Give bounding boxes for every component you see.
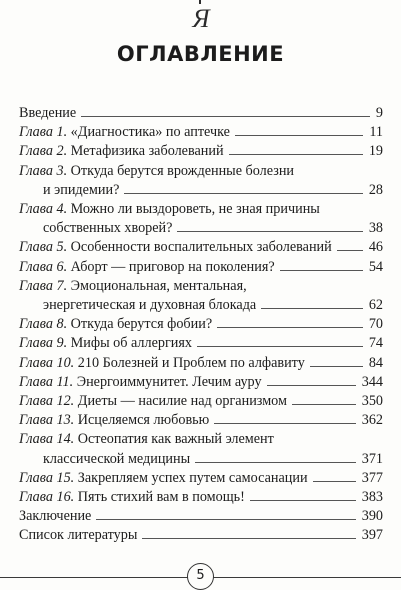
toc-entry-line xyxy=(19,200,383,219)
chapter-number: Глава 8. xyxy=(19,316,68,333)
chapter-title: Можно ли выздороветь, не зная причины xyxy=(70,201,320,218)
toc-page-number: 74 xyxy=(368,335,383,352)
toc-entry-line xyxy=(19,488,383,507)
chapter-title: Диеты — насилие над организмом xyxy=(77,393,287,410)
toc-entry-line xyxy=(19,411,383,430)
toc-entry-label xyxy=(19,162,294,181)
toc-entry-label xyxy=(19,354,305,373)
toc-entry-line xyxy=(19,219,383,238)
chapter-title: Исцеляемся любовью xyxy=(77,412,210,429)
toc-entry-label xyxy=(43,219,172,238)
toc-entry-label xyxy=(19,392,287,411)
toc-page-number: 344 xyxy=(361,373,383,390)
chapter-number: Глава 10. xyxy=(19,354,75,371)
toc-entry-label xyxy=(19,373,262,392)
toc-page-number: 62 xyxy=(368,297,383,314)
toc-entry xyxy=(19,277,383,315)
chapter-number: Глава 12. xyxy=(19,393,75,410)
chapter-number: Глава 11. xyxy=(19,373,74,390)
dot-leader xyxy=(124,193,362,194)
toc-entry-label xyxy=(43,296,256,315)
chapter-title: Список литературы xyxy=(19,527,138,544)
toc-entry xyxy=(19,142,383,161)
toc-entry-line xyxy=(19,392,383,411)
toc-entry xyxy=(19,411,383,430)
chapter-title: Пять стихий вам в помощь! xyxy=(77,489,245,506)
chapter-number: Глава 7. xyxy=(19,277,68,294)
chapter-title: Энергоиммунитет. Лечим ауру xyxy=(76,373,262,390)
toc-page-number: 362 xyxy=(361,412,383,429)
toc-entry-line xyxy=(19,373,383,392)
chapter-title: собственных хворей? xyxy=(43,220,173,237)
toc-entry-label xyxy=(19,315,212,334)
toc-entry xyxy=(19,334,383,353)
dot-leader xyxy=(81,116,370,117)
toc-page-number: 371 xyxy=(361,450,383,467)
toc-entry-label xyxy=(19,430,274,449)
toc-entry-label xyxy=(43,181,119,200)
toc-entry-line xyxy=(19,162,383,181)
chapter-number: Глава 16. xyxy=(19,489,75,506)
dot-leader xyxy=(142,538,355,539)
chapter-title: и эпидемии? xyxy=(43,181,120,198)
toc-page-number: 46 xyxy=(368,239,383,256)
toc-page-number: 9 xyxy=(375,105,383,121)
chapter-title: Откуда берутся врожденные болезни xyxy=(70,162,295,179)
toc-entry-label xyxy=(19,411,209,430)
chapter-number: Глава 2. xyxy=(19,143,68,160)
dot-leader xyxy=(229,154,363,155)
toc-entry-line xyxy=(19,507,383,526)
dot-leader xyxy=(261,308,363,309)
toc-entry-label xyxy=(19,277,247,296)
dot-leader xyxy=(292,404,356,405)
dot-leader xyxy=(177,231,362,232)
toc-entry xyxy=(19,488,383,507)
chapter-title: 210 Болезней и Проблем по алфавиту xyxy=(77,354,305,371)
dot-leader xyxy=(197,346,363,347)
toc-page-number: 84 xyxy=(368,354,383,371)
toc-entry-label xyxy=(19,200,320,219)
chapter-title: Введение xyxy=(19,105,77,121)
dot-leader xyxy=(235,135,363,136)
toc-entry xyxy=(19,104,383,123)
toc-entry xyxy=(19,238,383,257)
toc-entry-line xyxy=(19,277,383,296)
toc-entry xyxy=(19,354,383,373)
toc-entry xyxy=(19,469,383,488)
toc-entry xyxy=(19,315,383,334)
chapter-number: Глава 15. xyxy=(19,469,75,486)
toc-entry-label xyxy=(19,238,332,257)
dot-leader xyxy=(195,462,356,463)
chapter-title: Метафизика заболеваний xyxy=(70,143,224,160)
toc-page-number: 377 xyxy=(361,469,383,486)
chapter-number: Глава 5. xyxy=(19,239,68,256)
toc-page-number: 70 xyxy=(368,316,383,333)
toc-entry-label xyxy=(19,507,91,526)
toc-entry-line xyxy=(19,354,383,373)
toc-entry-label xyxy=(43,450,190,469)
toc-page-number: 19 xyxy=(368,143,383,160)
chapter-title: «Диагностика» по аптечке xyxy=(70,124,230,141)
toc-entry-line xyxy=(19,450,383,469)
chapter-number: Глава 1. xyxy=(19,124,68,141)
toc-page-number: 38 xyxy=(368,220,383,237)
toc-entry-line xyxy=(19,181,383,200)
dot-leader xyxy=(217,327,363,328)
toc-page-number: 383 xyxy=(361,489,383,506)
toc-entry xyxy=(19,526,383,545)
chapter-title: Закрепляем успех путем самосанации xyxy=(77,469,308,486)
toc-entry-line xyxy=(19,123,383,142)
toc-entry xyxy=(19,373,383,392)
toc-entry-label xyxy=(19,526,137,545)
toc-entry-line xyxy=(19,334,383,353)
toc-entry xyxy=(19,392,383,411)
chapter-number: Глава 4. xyxy=(19,201,68,218)
toc-entry xyxy=(19,258,383,277)
toc-entry-label xyxy=(19,488,245,507)
toc-page-number: 397 xyxy=(361,527,383,544)
chapter-number: Глава 13. xyxy=(19,412,75,429)
toc-entry-label xyxy=(19,334,192,353)
table-of-contents xyxy=(19,104,383,546)
toc-entry-label xyxy=(19,104,76,123)
dot-leader xyxy=(313,481,356,482)
chapter-title: Эмоциональная, ментальная, xyxy=(70,277,247,294)
dot-leader xyxy=(214,423,356,424)
chapter-title: Заключение xyxy=(19,508,92,525)
toc-page-number: 54 xyxy=(368,258,383,275)
chapter-number: Глава 14. xyxy=(19,431,75,448)
chapter-title: Особенности воспалительных заболеваний xyxy=(70,239,332,256)
chapter-title: Откуда берутся фобии? xyxy=(70,316,213,333)
toc-entry xyxy=(19,123,383,142)
chapter-number: Глава 3. xyxy=(19,162,68,179)
chapter-title: Мифы об аллергиях xyxy=(70,335,193,352)
dot-leader xyxy=(96,519,355,520)
toc-entry-label xyxy=(19,469,308,488)
toc-page-number: 350 xyxy=(361,393,383,410)
chapter-title: энергетическая и духовная блокада xyxy=(43,297,257,314)
toc-entry-line xyxy=(19,430,383,449)
toc-entry-line xyxy=(19,526,383,545)
toc-page-number: 28 xyxy=(368,181,383,198)
dot-leader xyxy=(337,250,363,251)
chapter-title: классической медицины xyxy=(43,450,191,467)
toc-entry-line xyxy=(19,142,383,161)
toc-entry xyxy=(19,507,383,526)
chapter-title: Аборт — приговор на поколения? xyxy=(70,258,275,275)
page-number: 5 xyxy=(187,563,214,590)
dot-leader xyxy=(250,500,356,501)
toc-entry-line xyxy=(19,238,383,257)
monogram-logo: Я xyxy=(184,4,218,34)
dot-leader xyxy=(267,385,356,386)
chapter-title: Остеопатия как важный элемент xyxy=(77,431,274,448)
toc-entry-line xyxy=(19,104,383,123)
toc-page-number: 390 xyxy=(361,508,383,525)
toc-entry-label xyxy=(19,258,275,277)
toc-entry xyxy=(19,430,383,468)
toc-entry-label xyxy=(19,123,230,142)
toc-entry xyxy=(19,200,383,238)
chapter-number: Глава 9. xyxy=(19,335,68,352)
toc-entry-label xyxy=(19,142,224,161)
dot-leader xyxy=(280,270,363,271)
page-title: ОГЛАВЛЕНИЕ xyxy=(116,42,285,66)
toc-entry-line xyxy=(19,258,383,277)
dot-leader xyxy=(310,366,363,367)
toc-page-number: 11 xyxy=(369,124,383,141)
toc-entry-line xyxy=(19,469,383,488)
toc-entry-line xyxy=(19,315,383,334)
toc-entry-line xyxy=(19,296,383,315)
chapter-number: Глава 6. xyxy=(19,258,68,275)
toc-entry xyxy=(19,162,383,200)
